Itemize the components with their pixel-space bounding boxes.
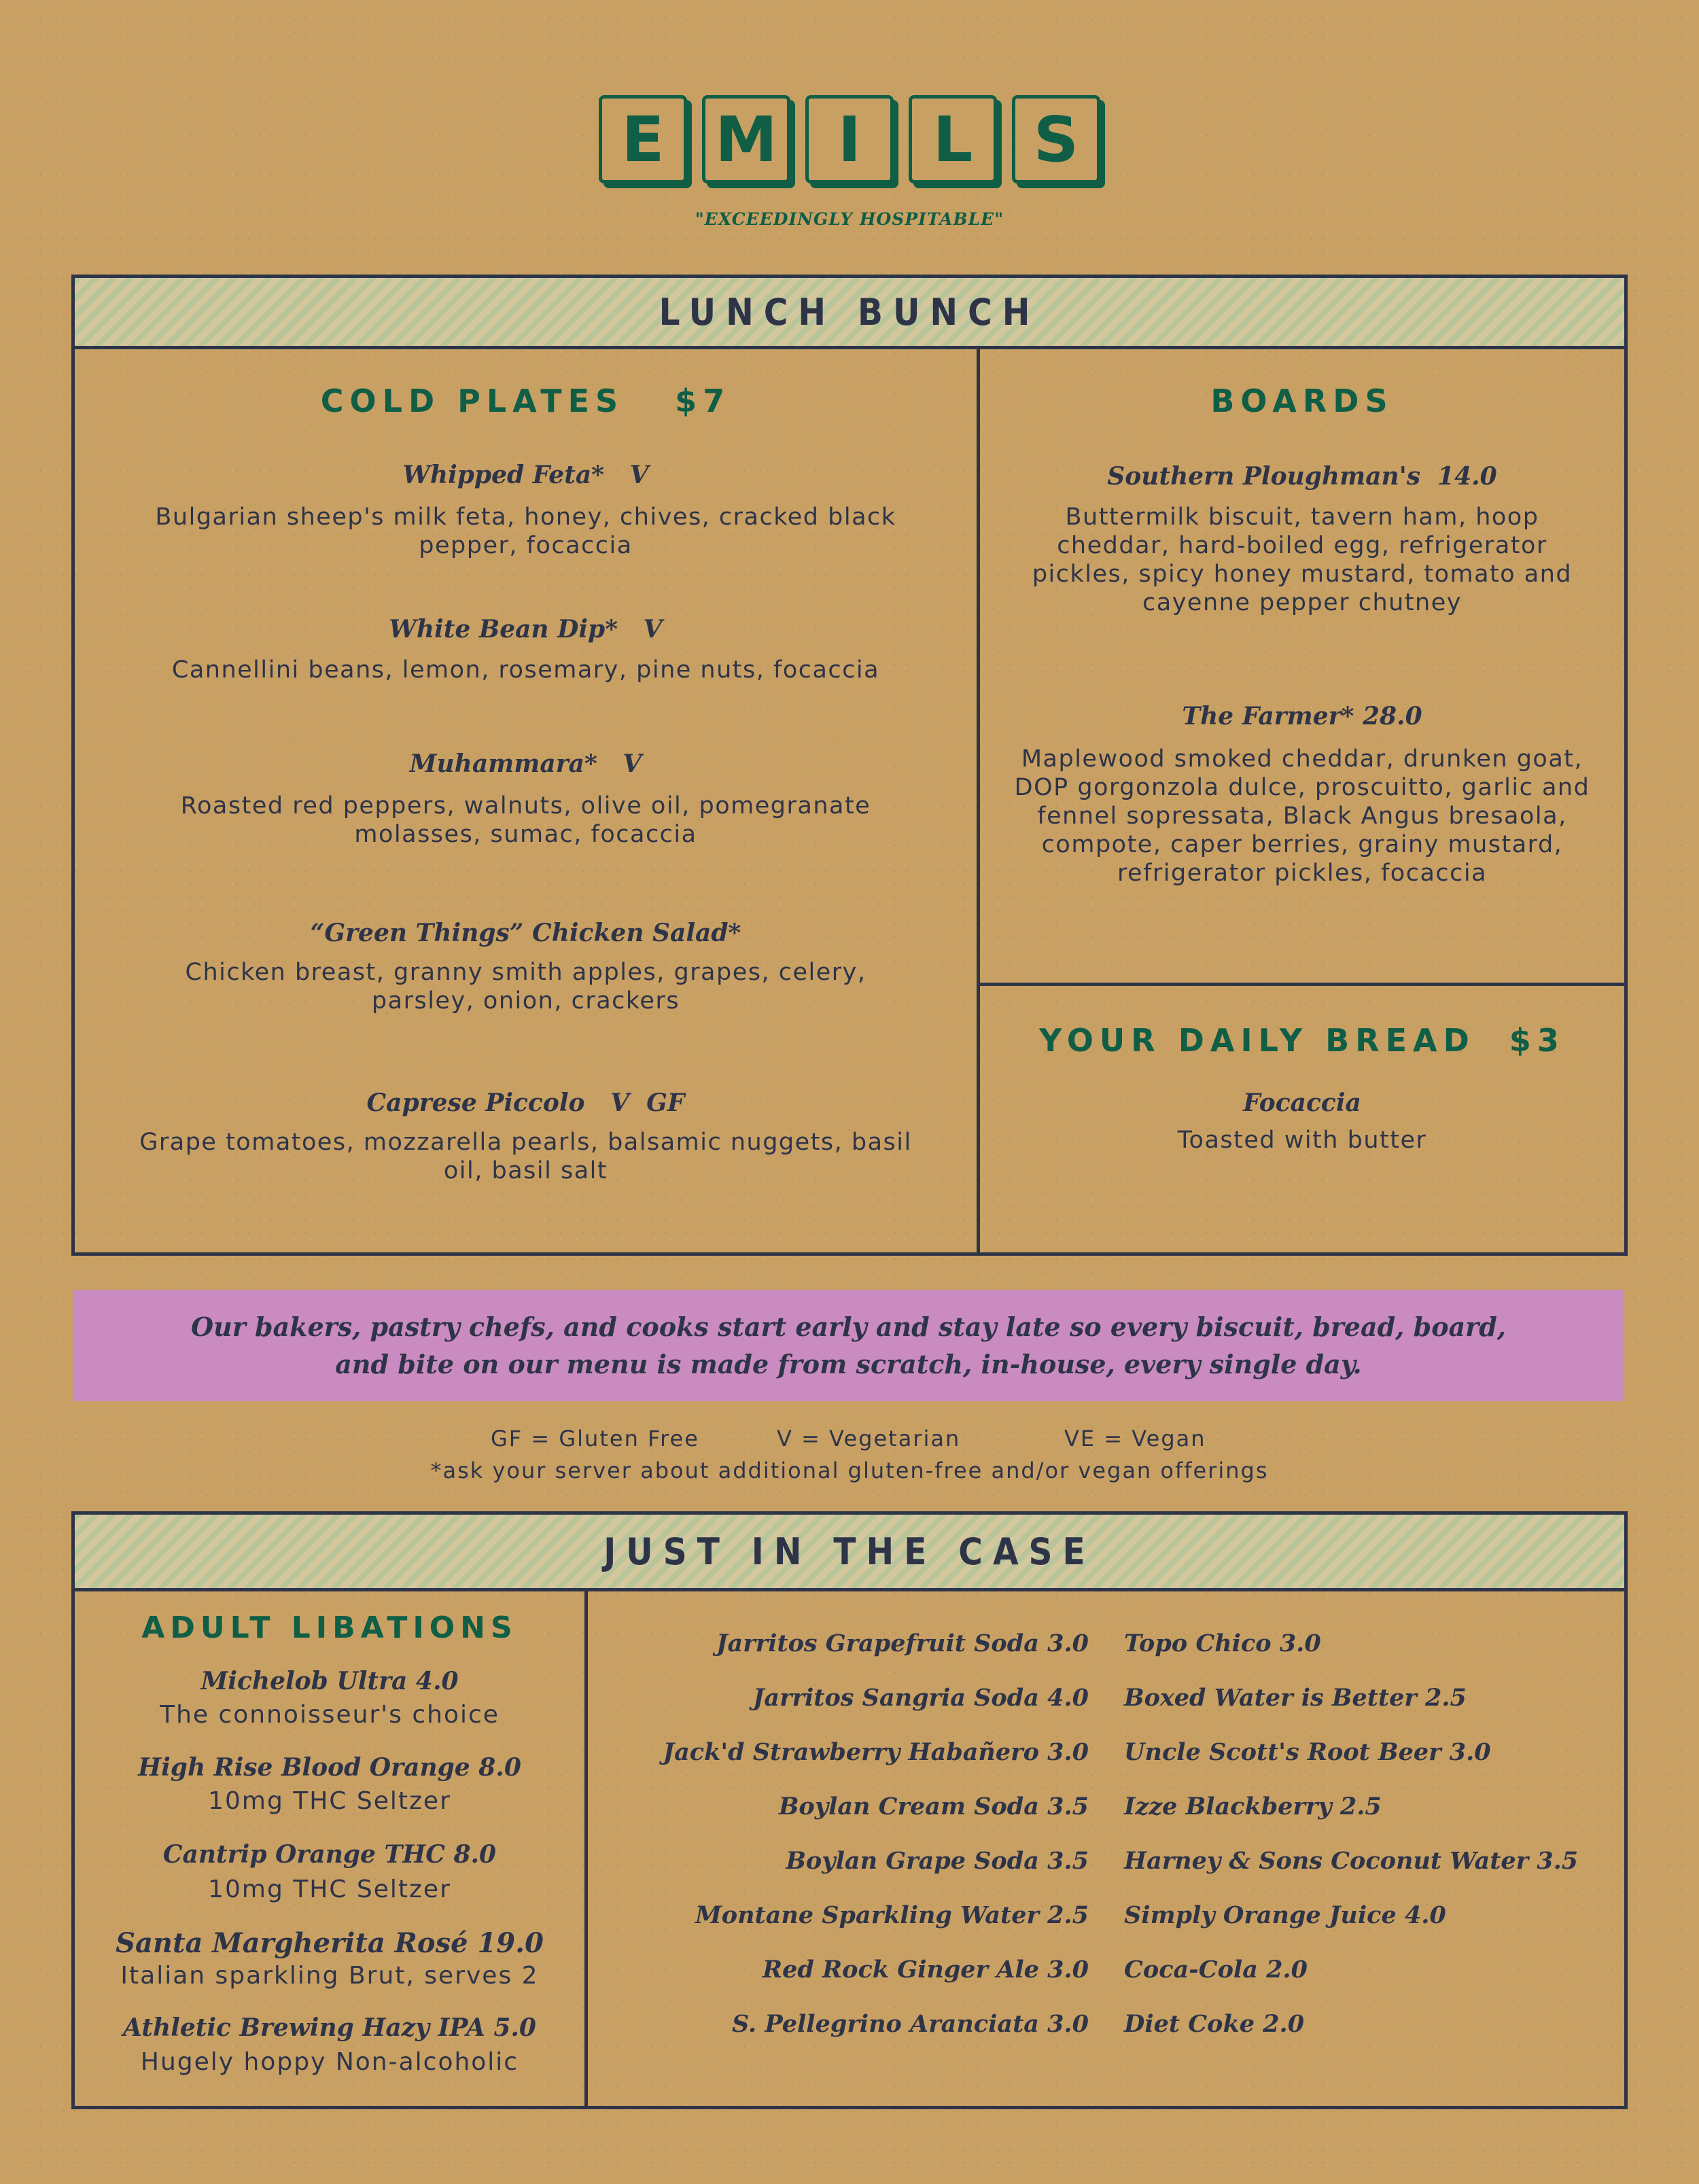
item-southern-ploughmans-desc: Buttermilk biscuit, tavern ham, hoop cheddar, hard-boiled egg, refrigerator pickles, spicy honey mustard, tomato and cayenne pepper chutney	[1032, 504, 1573, 616]
just-in-the-case-title: JUST IN THE CASE	[603, 1530, 1096, 1573]
item-chicken-salad-desc: Chicken breast, granny smith apples, grapes, celery, parsley, onion, crackers	[185, 959, 866, 1015]
item-white-bean-dip-title: White Bean Dip* V	[389, 615, 663, 644]
legend-gluten-free: GF = Gluten Free	[491, 1426, 699, 1451]
item-white-bean-dip-desc: Cannellini beans, lemon, rosemary, pine nuts, focaccia	[171, 656, 880, 684]
item-the-farmer-title: The Farmer* 28.0	[1182, 702, 1422, 730]
item-focaccia-title: Focaccia	[1243, 1089, 1361, 1117]
logo-tile-m: M	[702, 95, 790, 183]
libation-athletic-desc: Hugely hoppy Non-alcoholic	[140, 2048, 519, 2076]
drink-item: Uncle Scott's Root Beer 3.0	[1124, 1738, 1491, 1766]
drink-item: Izze Blackberry 2.5	[1124, 1793, 1382, 1820]
lunch-bunch-header	[75, 278, 1624, 349]
logo-tile-i: I	[805, 95, 894, 183]
libation-michelob-desc: The connoisseur's choice	[160, 1701, 500, 1729]
banner-text: Our bakers, pastry chefs, and cooks start early and stay late so every biscuit, bread, board, and bite on our menu is made from scratch, in-house, every single day.	[191, 1311, 1506, 1379]
drink-item: Boylan Grape Soda 3.5	[786, 1847, 1089, 1875]
drink-item: Coca-Cola 2.0	[1124, 1956, 1308, 1984]
lunch-bunch-title: LUNCH BUNCH	[659, 290, 1040, 334]
libation-athletic-title: Athletic Brewing Hazy IPA 5.0	[123, 2013, 536, 2042]
drink-item: Topo Chico 3.0	[1124, 1630, 1321, 1657]
logo-tile-s: S	[1012, 95, 1100, 183]
boards-heading: BOARDS	[1210, 383, 1394, 419]
drink-item: Montane Sparkling Water 2.5	[695, 1901, 1089, 1929]
libation-michelob-title: Michelob Ultra 4.0	[200, 1667, 459, 1695]
item-the-farmer-desc: Maplewood smoked cheddar, drunken goat, DOP gorgonzola dulce, proscuitto, garlic and fennel sopressata, Black Angus bresaola, compote, caper berries, grainy mustard, refrigerator pickles, focaccia	[1014, 745, 1590, 887]
boards-bread-divider	[980, 983, 1624, 986]
case-column-divider	[584, 1591, 588, 2107]
libation-high-rise-desc: 10mg THC Seltzer	[208, 1787, 451, 1815]
item-muhammara-title: Muhammara* V	[409, 750, 642, 778]
logo-tile-l: L	[909, 95, 997, 183]
scratch-made-banner	[73, 1290, 1624, 1401]
drink-item: S. Pellegrino Aranciata 3.0	[731, 2010, 1089, 2038]
libation-santa-margherita-desc: Italian sparkling Brut, serves 2	[120, 1962, 539, 1990]
legend-vegetarian: V = Vegetarian	[777, 1426, 961, 1451]
adult-libations-heading: ADULT LIBATIONS	[141, 1610, 518, 1645]
item-southern-ploughmans-title: Southern Ploughman's 14.0	[1107, 462, 1497, 491]
item-muhammara-desc: Roasted red peppers, walnuts, olive oil, pomegranate molasses, sumac, focaccia	[180, 792, 871, 848]
drink-item: Red Rock Ginger Ale 3.0	[763, 1956, 1089, 1984]
drink-item: Jarritos Grapefruit Soda 3.0	[716, 1630, 1089, 1657]
drink-item: Jack'd Strawberry Habañero 3.0	[663, 1738, 1089, 1766]
libation-cantrip-desc: 10mg THC Seltzer	[208, 1875, 451, 1903]
drink-item: Diet Coke 2.0	[1124, 2010, 1305, 2038]
libation-cantrip-title: Cantrip Orange THC 8.0	[162, 1840, 497, 1869]
logo-tile-e: E	[599, 95, 687, 183]
item-caprese-title: Caprese Piccolo V GF	[366, 1089, 685, 1117]
item-focaccia-desc: Toasted with butter	[1177, 1127, 1427, 1154]
cold-plates-heading: COLD PLATES $7	[320, 383, 731, 419]
drink-item: Harney & Sons Coconut Water 3.5	[1124, 1847, 1579, 1875]
just-in-the-case-header	[75, 1515, 1624, 1591]
drink-item: Simply Orange Juice 4.0	[1124, 1901, 1446, 1929]
legend-note: *ask your server about additional gluten-free and/or vegan offerings	[430, 1458, 1269, 1483]
item-whipped-feta-title: Whipped Feta* V	[402, 461, 649, 489]
item-whipped-feta-desc: Bulgarian sheep's milk feta, honey, chives, cracked black pepper, focaccia	[155, 504, 896, 559]
libation-santa-margherita-title: Santa Margherita Rosé 19.0	[116, 1927, 544, 1959]
emils-logo	[0, 95, 1699, 183]
drink-item: Jarritos Sangria Soda 4.0	[752, 1684, 1089, 1712]
item-caprese-desc: Grape tomatoes, mozzarella pearls, balsamic nuggets, basil oil, basil salt	[139, 1129, 912, 1184]
drink-item: Boylan Cream Soda 3.5	[778, 1793, 1089, 1820]
tagline: "EXCEEDINGLY HOSPITABLE"	[695, 209, 1004, 229]
legend-vegan: VE = Vegan	[1064, 1426, 1206, 1451]
item-chicken-salad-title: “Green Things” Chicken Salad*	[310, 919, 741, 947]
soft-drinks-right-column	[1124, 1630, 1613, 2064]
daily-bread-heading: YOUR DAILY BREAD $3	[1039, 1022, 1565, 1059]
libation-high-rise-title: High Rise Blood Orange 8.0	[138, 1753, 521, 1782]
soft-drinks-left-column	[598, 1630, 1089, 2064]
drink-item: Boxed Water is Better 2.5	[1124, 1684, 1467, 1712]
